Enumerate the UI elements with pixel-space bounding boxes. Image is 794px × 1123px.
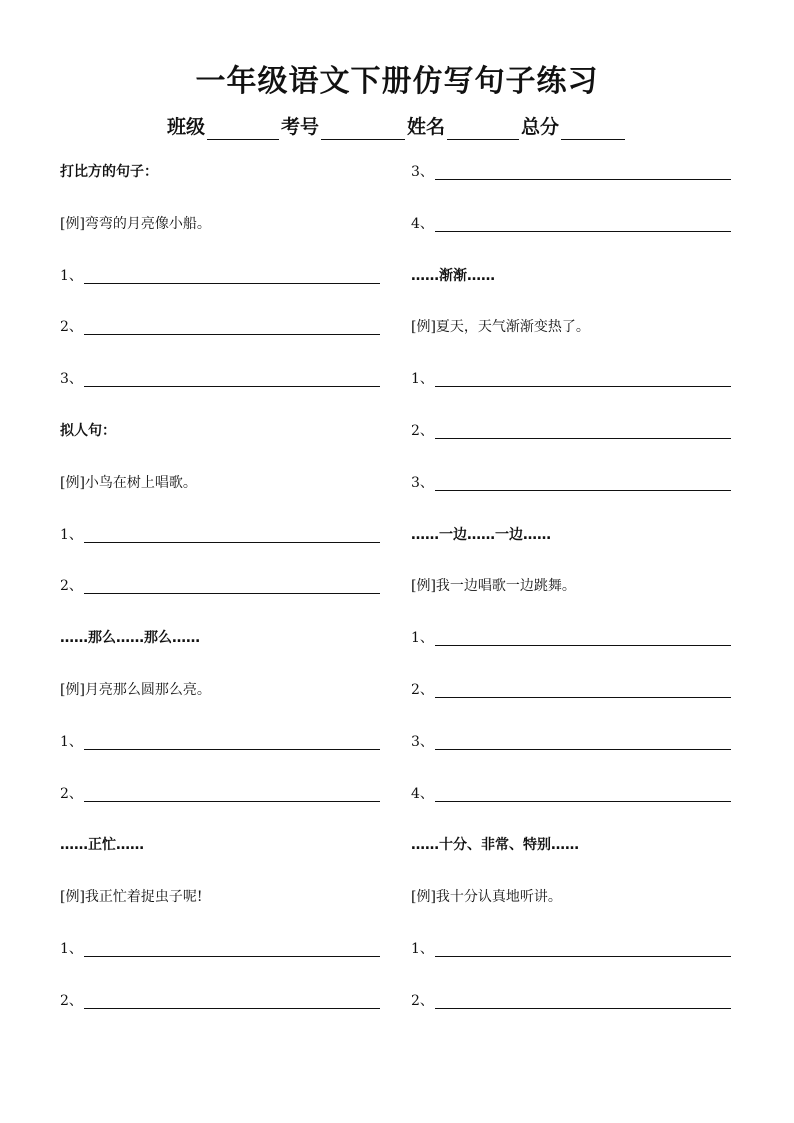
answer-blank[interactable]	[84, 938, 380, 957]
answer-blank[interactable]	[435, 783, 731, 802]
answer-blank[interactable]	[84, 783, 380, 802]
info-total-score-blank[interactable]	[561, 119, 625, 140]
answer-blank[interactable]	[435, 368, 731, 387]
example-sentence: [例]小鸟在树上唱歌。	[60, 474, 197, 491]
answer-blank[interactable]	[84, 731, 380, 750]
answer-line[interactable]	[411, 782, 741, 806]
info-class-blank[interactable]	[207, 119, 279, 140]
answer-line[interactable]	[60, 989, 390, 1013]
line-number: 1、	[411, 941, 434, 957]
answer-blank[interactable]	[435, 472, 731, 491]
answer-line[interactable]	[60, 730, 390, 754]
answer-blank[interactable]	[84, 990, 380, 1009]
line-number: 1、	[411, 630, 434, 647]
answer-blank[interactable]	[84, 524, 380, 543]
info-exam-number-blank[interactable]	[321, 119, 405, 140]
answer-line[interactable]	[60, 937, 390, 961]
example-sentence: [例]弯弯的月亮像小船。	[60, 215, 211, 232]
answer-blank[interactable]	[435, 213, 731, 232]
line-number: 1、	[60, 267, 83, 284]
answer-blank[interactable]	[435, 420, 731, 439]
example-sentence: [例]月亮那么圆那么亮。	[60, 682, 211, 698]
page-title: 一年级语文下册仿写句子练习	[195, 64, 599, 99]
example-sentence: [例]我一边唱歌一边跳舞。	[411, 578, 576, 595]
line-number: 1、	[411, 371, 434, 388]
line-number: 2、	[60, 319, 83, 336]
info-name-label: 姓名	[407, 116, 446, 138]
section-heading: ……那么……那么……	[60, 630, 200, 647]
answer-line[interactable]	[411, 989, 741, 1013]
info-name	[407, 114, 521, 140]
student-info-bar	[0, 114, 794, 140]
answer-blank[interactable]	[435, 161, 731, 180]
answer-blank[interactable]	[84, 368, 380, 387]
answer-line[interactable]	[411, 160, 741, 184]
answer-line[interactable]	[411, 419, 741, 443]
section-heading: 打比方的句子：	[60, 164, 158, 180]
answer-blank[interactable]	[435, 990, 731, 1009]
answer-blank[interactable]	[435, 679, 731, 698]
answer-line[interactable]	[60, 264, 390, 288]
answer-blank[interactable]	[435, 627, 731, 646]
section-heading: ……一边……一边……	[411, 526, 551, 543]
answer-line[interactable]	[411, 212, 741, 236]
answer-line[interactable]	[60, 523, 390, 547]
line-number: 2、	[411, 992, 434, 1009]
answer-blank[interactable]	[84, 575, 380, 594]
line-number: 3、	[411, 733, 434, 750]
line-number: 4、	[411, 215, 434, 232]
example-sentence: [例]我十分认真地听讲。	[411, 889, 562, 906]
answer-line[interactable]	[411, 678, 741, 702]
section-heading: 拟人句：	[60, 423, 116, 439]
line-number: 3、	[60, 371, 83, 388]
info-name-blank[interactable]	[447, 119, 519, 140]
section-heading: ……十分、非常、特别……	[411, 837, 579, 854]
example-sentence: [例]我正忙着捉虫子呢!	[60, 889, 203, 906]
line-number: 2、	[60, 578, 83, 595]
info-total-score-label: 总分	[521, 116, 560, 138]
line-number: 2、	[60, 785, 83, 802]
answer-line[interactable]	[411, 471, 741, 495]
line-number: 3、	[411, 474, 434, 491]
answer-line[interactable]	[411, 730, 741, 754]
line-number: 2、	[411, 423, 434, 439]
line-number: 2、	[60, 992, 83, 1009]
line-number: 1、	[60, 526, 83, 543]
info-class-label: 班级	[166, 116, 205, 138]
line-number: 1、	[60, 733, 83, 750]
line-number: 3、	[411, 164, 434, 180]
info-class	[167, 114, 281, 140]
answer-line[interactable]	[60, 782, 390, 806]
info-total-score	[521, 114, 627, 140]
section-heading: ……渐渐……	[411, 267, 495, 284]
line-number: 4、	[411, 785, 434, 802]
answer-line[interactable]	[411, 367, 741, 391]
line-number: 2、	[411, 682, 434, 698]
answer-line[interactable]	[60, 367, 390, 391]
answer-blank[interactable]	[435, 731, 731, 750]
answer-blank[interactable]	[84, 316, 380, 335]
answer-line[interactable]	[411, 937, 741, 961]
answer-line[interactable]	[60, 315, 390, 339]
answer-line[interactable]	[60, 574, 390, 598]
section-heading: ……正忙……	[60, 837, 144, 854]
answer-blank[interactable]	[435, 938, 731, 957]
info-exam-number	[281, 114, 407, 140]
answer-blank[interactable]	[84, 265, 380, 284]
example-sentence: [例]夏天，天气渐渐变热了。	[411, 319, 590, 336]
info-exam-number-label: 考号	[280, 116, 319, 138]
line-number: 1、	[60, 941, 83, 957]
answer-line[interactable]	[411, 626, 741, 650]
